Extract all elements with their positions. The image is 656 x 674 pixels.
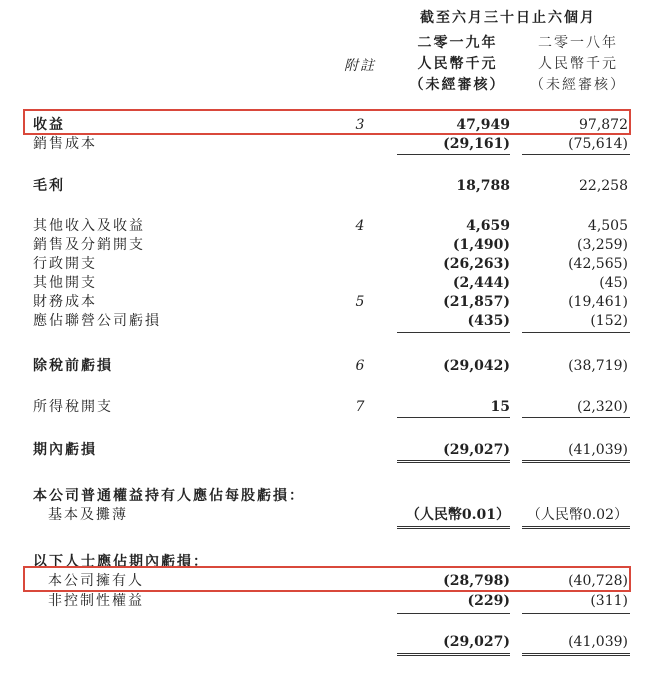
total-double-rule — [397, 526, 510, 529]
row-value-2018: 22,258 — [579, 178, 628, 194]
total-double-rule — [397, 460, 510, 463]
row-label: 收益 — [33, 117, 65, 133]
row-value-2019: 47,949 — [456, 117, 510, 133]
row-value-2018: (41,039) — [568, 634, 628, 650]
row-value-2018: （人民幣0.02） — [526, 507, 628, 523]
subtotal-rule — [522, 332, 630, 333]
row-value-2018: (40,728) — [568, 573, 628, 589]
total-double-rule — [522, 460, 630, 463]
row-share-of-associates-loss — [0, 311, 656, 331]
row-non-controlling-interests — [0, 591, 656, 611]
row-label: 本公司普通權益持有人應佔每股虧損： — [33, 488, 305, 504]
row-value-2019: (26,263) — [443, 256, 510, 272]
row-note: 4 — [355, 218, 365, 234]
row-value-2019: (21,857) — [443, 294, 510, 310]
row-label: 財務成本 — [33, 294, 97, 310]
row-value-2019: 4,659 — [466, 218, 510, 234]
row-note: 5 — [355, 294, 365, 310]
row-label: 以下人士應佔期內虧損： — [33, 554, 209, 570]
row-value-2019: (29,042) — [443, 358, 510, 374]
subtotal-rule — [397, 332, 510, 333]
column-header-2018-audit: （未經審核） — [530, 77, 626, 93]
row-finance-costs — [0, 292, 656, 312]
column-header-2018-currency: 人民幣千元 — [538, 56, 618, 72]
total-double-rule — [397, 653, 510, 656]
subtotal-rule — [522, 613, 630, 614]
row-income-tax — [0, 397, 656, 417]
column-header-2019-year: 二零一九年 — [417, 35, 498, 51]
row-gross-profit — [0, 176, 656, 196]
row-other-expenses — [0, 273, 656, 293]
highlight-box-owners — [23, 566, 631, 592]
period-header: 截至六月三十日止六個月 — [420, 10, 596, 26]
row-label: 所得稅開支 — [33, 399, 113, 415]
column-header-2019-audit: （未經審核） — [409, 77, 506, 93]
row-value-2018: (2,320) — [576, 399, 628, 415]
row-value-2018: (311) — [590, 593, 628, 609]
row-value-2019: (229) — [467, 593, 510, 609]
row-value-2018: (152) — [590, 313, 628, 329]
row-value-2019: 15 — [490, 399, 510, 415]
row-eps-basic-diluted — [0, 505, 656, 525]
row-admin-expenses — [0, 254, 656, 274]
column-header-2018-year: 二零一八年 — [538, 35, 618, 51]
note-column-header: 附註 — [344, 58, 376, 74]
row-value-2018: 97,872 — [579, 117, 628, 133]
total-double-rule — [522, 653, 630, 656]
row-value-2019: (29,027) — [443, 634, 510, 650]
row-label: 銷售及分銷開支 — [33, 237, 145, 253]
row-value-2018: (38,719) — [568, 358, 628, 374]
row-label: 非控制性權益 — [48, 593, 144, 609]
row-loss-for-period — [0, 440, 656, 460]
total-double-rule — [522, 526, 630, 529]
row-eps-heading — [0, 486, 656, 506]
row-selling-expenses — [0, 235, 656, 255]
row-value-2018: (3,259) — [576, 237, 628, 253]
row-other-income — [0, 216, 656, 236]
row-value-2018: (19,461) — [568, 294, 628, 310]
subtotal-rule — [397, 417, 510, 418]
column-header-2019 — [395, 33, 520, 96]
row-note: 3 — [355, 117, 365, 133]
row-label: 本公司擁有人 — [48, 573, 144, 589]
row-label: 銷售成本 — [33, 136, 97, 152]
subtotal-rule — [397, 613, 510, 614]
row-value-2019: (1,490) — [452, 237, 510, 253]
row-label: 行政開支 — [33, 256, 97, 272]
row-value-2019: (29,161) — [443, 136, 510, 152]
row-total-attributable — [0, 632, 656, 652]
row-label: 應佔聯營公司虧損 — [33, 313, 161, 329]
row-value-2018: (75,614) — [568, 136, 628, 152]
row-cost-of-sales — [0, 134, 656, 154]
row-value-2019: (435) — [467, 313, 510, 329]
row-value-2018: (41,039) — [568, 442, 628, 458]
row-label: 基本及攤薄 — [48, 507, 128, 523]
row-note: 7 — [355, 399, 365, 415]
row-label: 其他開支 — [33, 275, 97, 291]
row-label: 其他收入及收益 — [33, 218, 145, 234]
subtotal-rule — [397, 154, 510, 155]
highlight-box-revenue — [23, 109, 631, 135]
row-value-2019: (29,027) — [443, 442, 510, 458]
row-value-2018: (45) — [599, 275, 628, 291]
row-value-2019: （人民幣0.01） — [405, 507, 510, 523]
row-label: 除稅前虧損 — [33, 358, 113, 374]
row-loss-before-tax — [0, 356, 656, 376]
row-value-2018: 4,505 — [587, 218, 628, 234]
row-label: 毛利 — [33, 178, 65, 194]
row-value-2019: 18,788 — [456, 178, 510, 194]
row-value-2018: (42,565) — [568, 256, 628, 272]
row-value-2019: (2,444) — [452, 275, 510, 291]
row-value-2019: (28,798) — [443, 573, 510, 589]
column-header-2018 — [520, 33, 636, 96]
subtotal-rule — [522, 154, 630, 155]
column-header-2019-currency: 人民幣千元 — [417, 56, 498, 72]
row-note: 6 — [355, 358, 365, 374]
subtotal-rule — [522, 417, 630, 418]
row-label: 期內虧損 — [33, 442, 97, 458]
